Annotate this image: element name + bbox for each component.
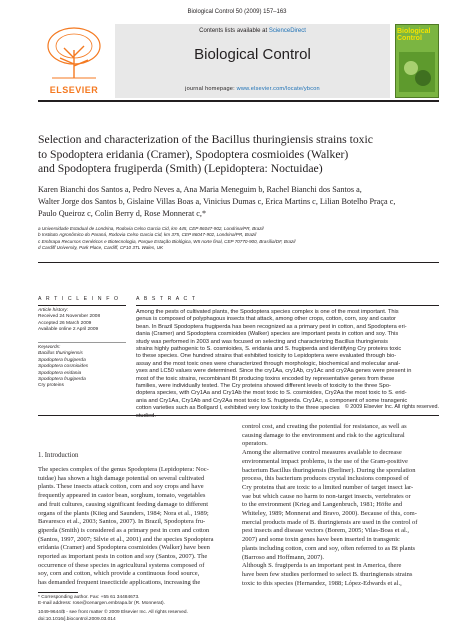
email-note: E-mail address: rose@cenargen.embrapa.br (R. Monnerat). — [38, 601, 165, 607]
body-line: process, this bacterium produces crystal inclusions composed of — [242, 475, 409, 483]
author-line: Walter Jorge dos Santos b, Gislaine Villas Boas a, Vinicius Dumas c, Erica Martins c, Lilian Botelho Praça c, — [38, 197, 396, 206]
abstract-line: ania and Cry1Aa, Cry1Ab and Cry2Aa most toxic to S. frugiperda. Cry1Ac, a component of some transgenic — [136, 397, 408, 404]
article-info-rule — [38, 305, 126, 306]
abstract-line: to these species. One hundred strains that exhibited toxicity to Lepidoptera were evaluated through bio- — [136, 353, 397, 360]
body-line: Bavaresco et al., 2003; Santos, 2007). In Brazil, Spodoptera fru- — [38, 518, 206, 526]
abstract-line: genus is composed of polyphagous insects that attack, among other crops, cotton, corn, soy and castor — [136, 316, 396, 323]
abstract-bottom-rule — [38, 415, 439, 416]
section-divider — [38, 262, 439, 263]
abstract-line: bean. In Brazil Spodoptera frugiperda has been recognized as a primary pest in cotton, and Spodoptera eri- — [136, 323, 407, 330]
abstract-line: most of the toxic strains, recombinant Bt producing toxins encoded by representative genes from these — [136, 375, 395, 382]
cover-image-icon — [397, 50, 437, 94]
body-line: soy, corn and cotton, which provide a continuous food source, — [38, 570, 200, 578]
intro-heading: 1. Introduction — [38, 452, 79, 459]
body-line: giperda (Smith) is considered as a primary pest in corn and cotton — [38, 526, 210, 534]
affiliation: b Instituto Agronômico do Paraná, Rodovia Celso Garcia Cid, km 375, CEP 86047-902, Londrina/PR, Brazil — [38, 232, 257, 238]
title-line: to Spodoptera eridania (Cramer), Spodoptera cosmioides (Walker) — [38, 147, 349, 161]
abstract-line: dania (Cramer) and Spodoptera cosmioides (Walker) species are important pests in cotton and soy. This — [136, 331, 399, 338]
abstract-line: families, were individually tested. The Cry proteins showed different levels of toxicity to the three Spo- — [136, 383, 391, 390]
body-line: organs of the plants (Kiieg and Saunders, 1984; Nora et al., 1989; — [38, 509, 209, 517]
abstract-line — [136, 413, 439, 420]
history-label: Article history: — [38, 308, 69, 313]
history-item: Available online 2 April 2009 — [38, 327, 99, 333]
abstract-line: study was performed in 2003 and was focused on selecting and characterizing Bacillus thuringiensis — [136, 338, 388, 345]
body-line: have been few studies performed to select B. thuringiensis strains — [242, 570, 413, 578]
keyword: Cry proteins — [38, 383, 64, 389]
article-info-heading: A R T I C L E I N F O — [38, 296, 120, 302]
left-column-text — [38, 466, 234, 588]
body-line: vae but which cause no harm to non-target insects, vertebrates or — [242, 492, 411, 500]
article-history — [38, 308, 128, 334]
body-line: pest insects and disease vectors (Borem, 2005; Vilas-Boas et al., — [242, 527, 410, 535]
affiliations — [38, 226, 438, 252]
abstract-line: cotton varieties such as Bollgard I, exhibited very low toxicity to the three species — [136, 405, 340, 412]
elsevier-tree-logo — [38, 24, 110, 82]
publisher-wordmark: ELSEVIER — [49, 85, 99, 95]
body-line: Although S. frugiperda is an important pest in America, there — [242, 562, 402, 570]
doi-note: doi:10.1016/j.biocontrol.2009.03.014 — [38, 616, 116, 622]
body-line: reported as important pests in cotton and soy (Santos, 2007). The — [38, 553, 208, 561]
body-line: plants including cotton, corn and soy, often referred to as Bt plants — [242, 544, 416, 552]
body-line: plants. These insects attack cotton, corn and soy crops and have — [38, 483, 204, 491]
history-item: Received 24 November 2008 — [38, 314, 101, 320]
abstract-line: strains highly pathogenic to S. cosmioides, S. eridania and S. frugiperda and identifying Cry proteins toxic — [136, 346, 402, 353]
keyword: Spodoptera frugiperda — [38, 357, 86, 363]
body-line: Whiteley, 1989; Monnerat and Bravo, 2000). Because of this, com- — [242, 510, 417, 518]
contents-availability — [115, 28, 390, 34]
abstract-line: Among the pests of cultivated plants, the Spodoptera species complex is one of the most important. This — [136, 309, 399, 315]
body-line: has demanded frequent insecticide applications, increasing the — [38, 579, 201, 587]
journal-homepage — [115, 86, 390, 92]
copyright-notice: © 2009 Elsevier Inc. All rights reserved. — [344, 404, 439, 410]
abstract-heading: A B S T R A C T — [136, 296, 197, 302]
history-item: Accepted 26 March 2009 — [38, 320, 92, 326]
homepage-link[interactable]: www.elsevier.com/locate/ybcon — [236, 86, 320, 92]
journal-citation: Biological Control 50 (2009) 157–163 — [187, 9, 287, 15]
keywords — [38, 345, 128, 390]
title-line: and Spodoptera frugiperda (Smith) (Lepidoptera: Noctuidae) — [38, 162, 323, 175]
keyword: Bacillus thuringiensis — [38, 351, 83, 357]
cover-title: Biological Control — [397, 28, 431, 42]
affiliation: a Universidade Estadual de Londrina, Rodovia Celso Garcia Cid, km 445, CEP 86047-902, Londrina/PR, Brazil — [38, 226, 264, 231]
body-line: mercial products made of B. thuringiensis are used in the control of — [242, 518, 418, 526]
article-info-divider — [38, 342, 126, 343]
affiliation: c Embrapa Recursos Genéticos e Biotecnologia, Parque Estação Biológica, W5 norte final, CEP 70770-900, Brasília/DF, Brazil — [38, 238, 296, 244]
corresponding-author-note: * Corresponding author. Fax: +55 61 34484673. — [38, 595, 140, 600]
body-line: operators. — [242, 440, 268, 448]
body-line: to the environment (Krieg and Langenbruch, 1981; Höfte and — [242, 501, 403, 509]
keywords-label: Keywords: — [38, 345, 61, 350]
body-line: occurrence of these species in agricultural systems composed of — [38, 561, 205, 569]
keyword: Spodoptera eridania — [38, 370, 82, 376]
footnotes — [38, 595, 234, 623]
body-line: environmental impact problems, is the use of the Gram-positive — [242, 457, 408, 465]
article-title — [38, 133, 438, 177]
body-line: frequently appeared in castor bean, sorghum, tomato, vegetables — [38, 492, 206, 500]
body-line: control cost, and creating the potential for resistance, as well as — [242, 423, 407, 430]
footnote-rule — [38, 592, 78, 593]
body-line: Cry proteins that are toxic to a limited number of target insect lar- — [242, 483, 414, 491]
affiliation: d Cardiff University, Park Place, Cardiff, CF10 3TL Wales, UK — [38, 245, 164, 251]
abstract-line: yses and LC50 values were determined. Since the cry1Aa, cry1Ab, cry1Ac and cry2Aa genes were present in — [136, 368, 412, 375]
body-line: Among the alternative control measures available to decrease — [242, 449, 402, 457]
contents-prefix: Contents lists available at — [199, 28, 269, 34]
abstract-rule — [136, 305, 439, 306]
right-column-text — [242, 423, 439, 588]
keyword: Spodoptera cosmioides — [38, 364, 89, 370]
body-line: and fruit cultures, causing significant feeding damage to different — [38, 500, 209, 508]
abstract-line: doptera species, with Cry1Aa and Cry1Ab the most toxic to S. cosmioides, Cry2Aa the most toxic to S. erid- — [136, 390, 407, 397]
author-list — [38, 184, 438, 220]
body-line: 2007) and some toxin genes have been inserted in transgenic — [242, 536, 400, 544]
body-line: (Santos, 1997, 2007; Silvie et al., 2001) and the species Spodoptera — [38, 535, 214, 543]
front-matter-note: 1049-9644/$ - see front matter © 2009 Elsevier Inc. All rights reserved. — [38, 610, 188, 616]
title-line: Selection and characterization of the Bacillus thuringiensis strains toxic — [38, 133, 373, 146]
abstract-line: assay and the most toxic ones were characterized through morphologic, biochemical and molecular anal- — [136, 360, 401, 367]
body-line: eridania (Cramer) and Spodoptera cosmioides (Walker) have been — [38, 544, 210, 552]
body-line: The species complex of the genus Spodoptera (Lepidoptera: Noc- — [38, 466, 209, 473]
author-line: Paulo Queiroz c, Colin Berry d, Rose Monnerat c,* — [38, 209, 207, 218]
keyword: Spodoptera frugiperda — [38, 377, 86, 383]
journal-title: Biological Control — [194, 46, 311, 63]
body-line: causing damage to the environment and risk to the agricultural — [242, 431, 405, 439]
body-line: (Barroso and Hoffmann, 2007). — [242, 553, 325, 561]
body-line: tuidae) has shown a high damage potential on several cultivated — [38, 474, 205, 482]
sciencedirect-link[interactable]: ScienceDirect — [268, 28, 306, 34]
body-line: toxic to this species (Hernandez, 1988; López-Edwards et al., — [242, 579, 402, 587]
header-rule — [38, 100, 439, 102]
body-line: bacterium Bacillus thuringiensis (Berliner). During the sporulation — [242, 466, 416, 474]
homepage-prefix: journal homepage: — [185, 86, 237, 92]
author-line: Karen Bianchi dos Santos a, Pedro Neves a, Ana Maria Meneguim b, Rachel Bianchi dos Santos a, — [38, 185, 362, 194]
